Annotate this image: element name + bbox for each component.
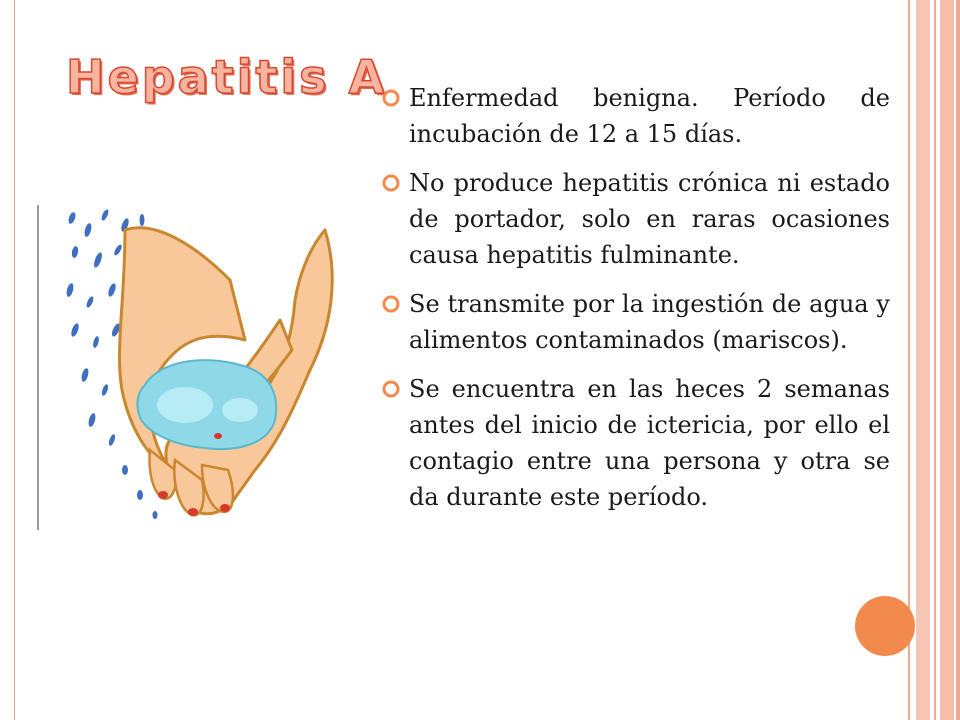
bullet-text: Se encuentra en las heces 2 semanas antes del inicio de ictericia, por ello el contagio entre una persona y otra se da durante este período. [409, 375, 890, 511]
bullet-item [378, 371, 890, 515]
bullet-text: Enfermedad benigna. Período de incubación de 12 a 15 días. [409, 84, 890, 148]
circle-outline-bullet-icon [380, 172, 402, 194]
decorative-orange-circle [855, 596, 915, 656]
bullet-text: Se transmite por la ingestión de agua y alimentos contaminados (mariscos). [409, 290, 890, 354]
circle-outline-bullet-icon [380, 378, 402, 400]
bullet-text: No produce hepatitis crónica ni estado de portador, solo en raras ocasiones causa hepatitis fulminante. [409, 169, 890, 269]
left-frame-border [0, 0, 15, 720]
washing-hands-illustration [30, 190, 350, 540]
stripe [956, 0, 960, 720]
stripe [934, 0, 936, 720]
stripe [940, 0, 954, 720]
bullet-item [378, 80, 890, 152]
slide-title: Hepatitis A [66, 50, 388, 104]
bullet-list [378, 80, 890, 528]
right-decorative-stripes [908, 0, 960, 720]
stripe [916, 0, 930, 720]
bullet-item [378, 165, 890, 273]
bullet-item [378, 286, 890, 358]
circle-outline-bullet-icon [380, 87, 402, 109]
circle-outline-bullet-icon [380, 293, 402, 315]
